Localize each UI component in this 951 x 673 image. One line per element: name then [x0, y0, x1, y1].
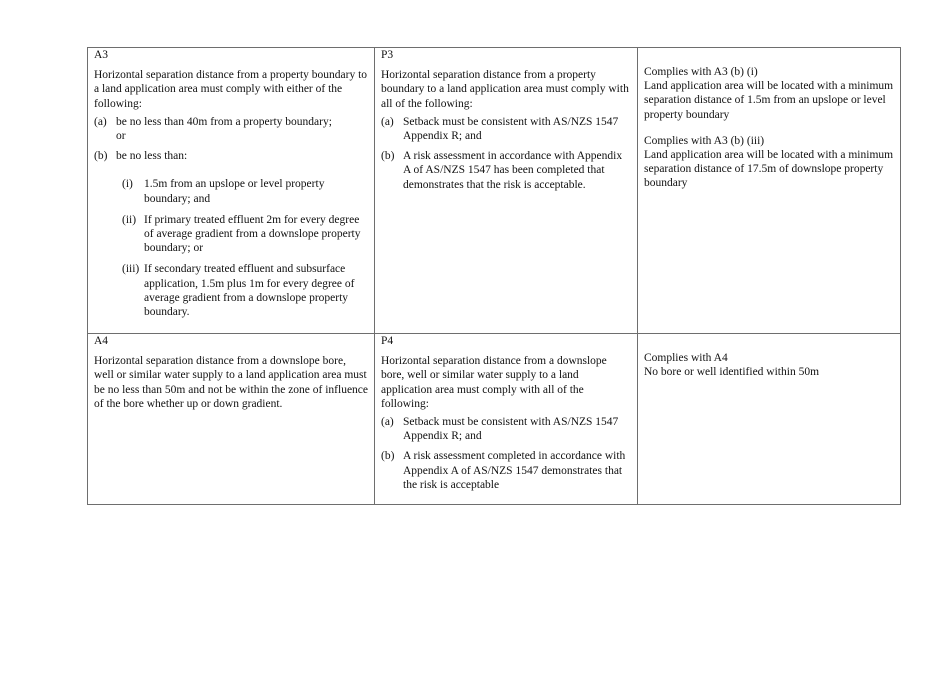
table-row: [88, 334, 901, 505]
list-marker: (a): [381, 416, 394, 429]
compliance-heading: Complies with A3 (b) (iii): [644, 134, 765, 147]
acceptable-solution-cell: [88, 48, 375, 334]
list-item: [381, 115, 631, 143]
table-row: [88, 48, 901, 334]
compliance-text: No bore or well identified within 50m: [644, 366, 820, 379]
list-marker: (a): [381, 115, 394, 128]
clause-code: A3: [94, 49, 109, 61]
compliance-table: [87, 47, 901, 505]
list-text: If primary treated effluent 2m for every degree of average gradient from a downslope property boundary; or: [144, 213, 361, 255]
list-item: [381, 149, 631, 192]
compliance-text: Land application area will be located with a minimum separation distance of 1.5m from an upslope or level property boundary: [644, 80, 894, 121]
list-text: A risk assessment in accordance with Appendix A of AS/NZS 1547 has been completed that demonstrates that the risk is acceptable.: [403, 150, 623, 191]
compliance-statement: [644, 351, 894, 379]
clause-intro: Horizontal separation distance from a property boundary to a land application area must comply with either of the following:: [94, 69, 368, 110]
clause-intro: Horizontal separation distance from a property boundary to a land application area must comply with all of the following:: [381, 69, 629, 110]
list-connector: or: [116, 130, 126, 143]
list-item: [94, 149, 368, 163]
list-item: [94, 115, 368, 129]
compliance-heading: Complies with A4: [644, 352, 728, 364]
clause-intro: Horizontal separation distance from a downslope bore, well or similar water supply to a land application area must comply with all of the following:: [381, 355, 607, 410]
sub-list-item: [122, 177, 368, 205]
performance-criteria-cell: [375, 334, 638, 505]
clause-intro: Horizontal separation distance from a downslope bore, well or similar water supply to a land application area must be no less than 50m and not be within the zone of influence of the bore whether up or down gradient.: [94, 355, 369, 410]
list-item: [381, 415, 631, 443]
list-marker: (a): [94, 115, 107, 128]
compliance-text: Land application area will be located with a minimum separation distance of 17.5m of downslope property boundary: [644, 149, 894, 190]
list-text: Setback must be consistent with AS/NZS 1547 Appendix R; and: [403, 115, 619, 143]
clause-code: P4: [381, 335, 394, 347]
list-text: be no less than 40m from a property boundary;: [116, 115, 332, 128]
compliance-response-cell: [638, 48, 901, 334]
list-marker: (i): [122, 178, 133, 191]
list-text: A risk assessment completed in accordance with Appendix A of AS/NZS 1547 demonstrates that the risk is acceptable: [403, 450, 626, 491]
compliance-response-cell: [638, 334, 901, 505]
performance-criteria-cell: [375, 48, 638, 334]
list-marker: (b): [381, 450, 395, 463]
clause-code: A4: [94, 335, 109, 347]
acceptable-solution-cell: [88, 334, 375, 505]
list-text: 1.5m from an upslope or level property boundary; and: [144, 178, 325, 205]
list-marker: (b): [94, 150, 108, 163]
list-marker: (b): [381, 150, 395, 163]
clause-code: P3: [381, 49, 394, 61]
list-item: [381, 449, 631, 492]
list-text: Setback must be consistent with AS/NZS 1547 Appendix R; and: [403, 416, 619, 443]
compliance-statement: [644, 134, 894, 191]
sub-list: [122, 177, 368, 319]
sub-list-item: [122, 213, 368, 256]
list-marker: (ii): [122, 213, 137, 226]
list-marker: (iii): [122, 263, 140, 276]
compliance-statement: [644, 65, 894, 122]
list-text: If secondary treated effluent and subsurface application, 1.5m plus 1m for every degree of average gradient from a downslope property boundary.: [144, 263, 355, 319]
list-text: be no less than:: [116, 150, 188, 163]
compliance-heading: Complies with A3 (b) (i): [644, 66, 758, 78]
sub-list-item: [122, 262, 368, 319]
